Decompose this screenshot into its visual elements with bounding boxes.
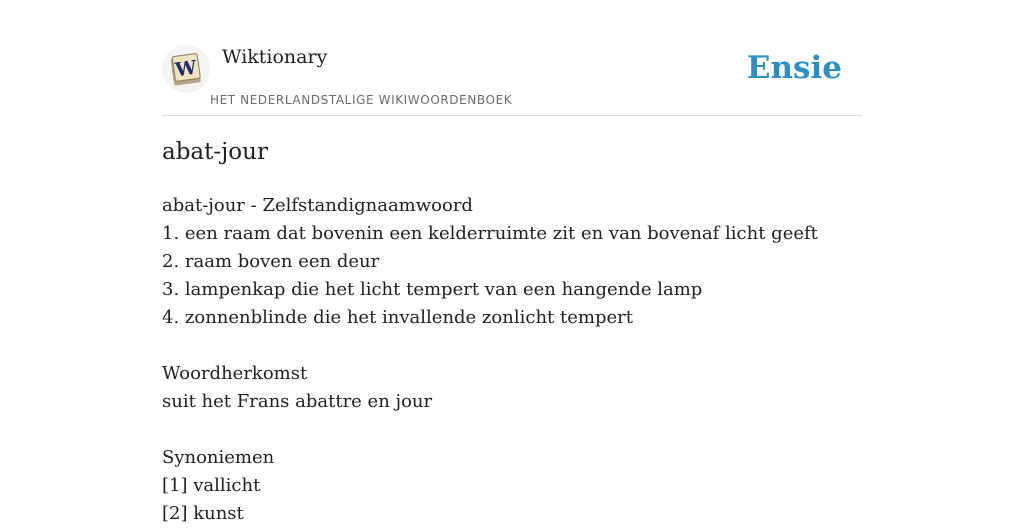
- synonyms-heading: Synoniemen: [162, 447, 275, 468]
- wiktionary-logo-icon: [168, 51, 204, 87]
- etymology-text: suit het Frans abattre en jour: [162, 391, 433, 412]
- ensie-brand-logo[interactable]: Ensie: [746, 50, 842, 86]
- definition-item: 2. raam boven een deur: [162, 251, 380, 272]
- svg-text:W: W: [173, 56, 199, 82]
- definition-item: 4. zonnenblinde die het invallende zonlicht tempert: [162, 307, 633, 328]
- header-divider: [162, 115, 862, 116]
- spacer: [162, 416, 862, 444]
- definition-item: 3. lampenkap die het licht tempert van een hangende lamp: [162, 279, 703, 300]
- entry-content: [162, 192, 862, 528]
- part-of-speech-line: abat-jour - Zelfstandignaamwoord: [162, 195, 473, 216]
- wiktionary-logo[interactable]: [162, 45, 210, 93]
- synonym-item: [1] vallicht: [162, 475, 261, 496]
- etymology-heading: Woordherkomst: [162, 363, 308, 384]
- definition-item: 1. een raam dat bovenin een kelderruimte zit en van bovenaf licht geeft: [162, 223, 818, 244]
- spacer: [162, 332, 862, 360]
- site-title[interactable]: Wiktionary: [222, 46, 328, 68]
- page-title: abat-jour: [162, 139, 268, 165]
- site-subtitle: HET NEDERLANDSTALIGE WIKIWOORDENBOEK: [210, 93, 513, 107]
- synonym-item: [2] kunst: [162, 503, 244, 524]
